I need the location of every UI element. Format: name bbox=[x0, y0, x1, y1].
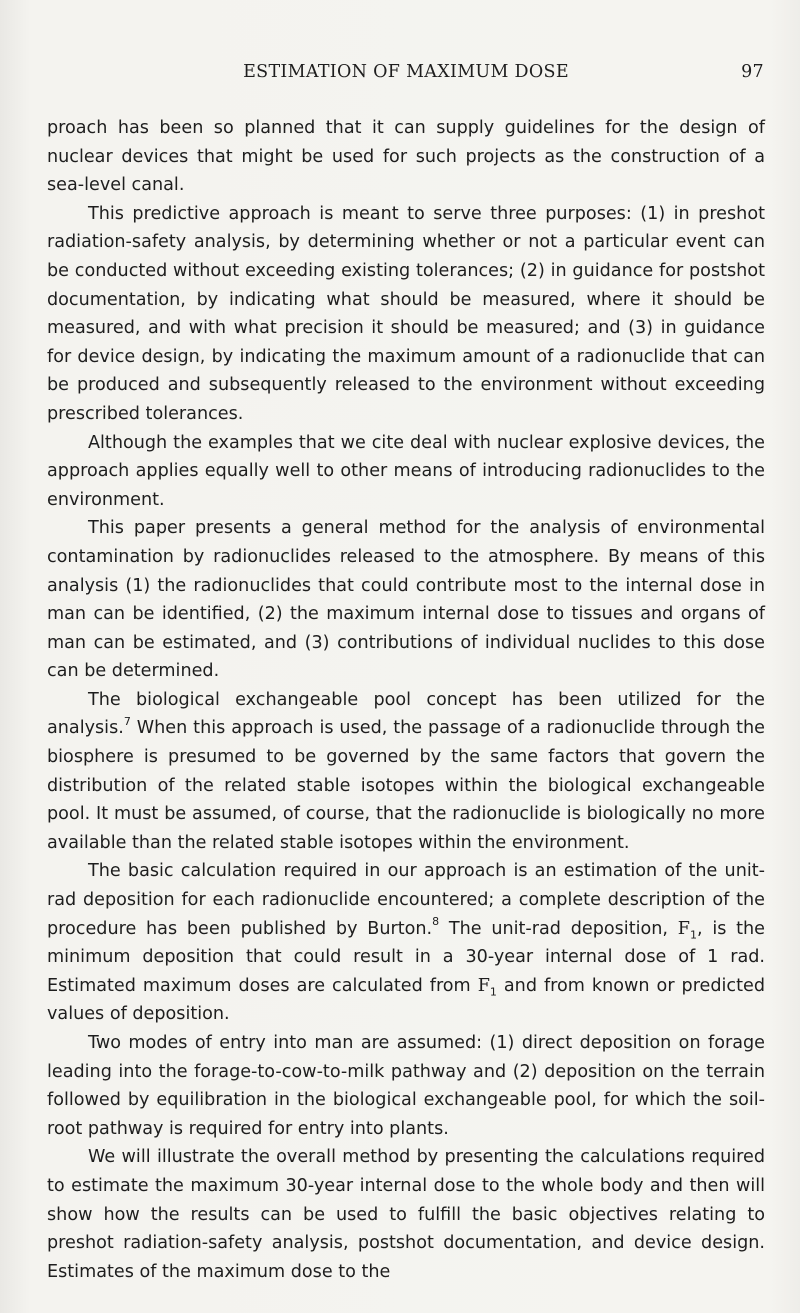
paragraph-6-text-b: The unit-rad deposition, bbox=[439, 918, 678, 939]
paragraph-4: This paper presents a general method for the analysis of environmental contamination by radionuclides released to the atmosphere. By means of this analysis (1) the radionuclides that could contribute most to the internal dose in man can be identified, (2) the maximum internal dose to tissues and organs of man can be estimated, and (3) contributions of individual nuclides to this dose can be determined. bbox=[47, 518, 765, 682]
paragraph-6-text-d: and from known or predicted values of deposition. bbox=[47, 975, 766, 1025]
paragraph-6-text-a: The basic calculation required in our approach is an estimation of the unit-rad deposition for each radionuclide encountered; a complete description of the procedure has been published by Burton. bbox=[47, 861, 765, 939]
reference-7: 7 bbox=[123, 714, 131, 728]
paragraph-2: This predictive approach is meant to serve three purposes: (1) in preshot radiation-safety analysis, by determining whether or not a particular event can be conducted without exceeding existing tolerances; (2) in guidance for postshot documentation, by indicating what should be measured, where it should be measured, and with what precision it should be measured; and (3) in guidance for device design, by indicating the maximum amount of a radionuclide that can be produced and subsequently released to the environment without exceeding prescribed tolerances. bbox=[47, 203, 765, 424]
variable-f-second: F bbox=[477, 975, 490, 996]
paragraph-3: Although the examples that we cite deal with nuclear explosive devices, the approach applies equally well to other means of introducing radionuclides to the environment. bbox=[47, 432, 765, 510]
reference-8: 8 bbox=[432, 914, 440, 928]
variable-f: F bbox=[677, 918, 690, 939]
page-number: 97 bbox=[741, 62, 764, 82]
variable-f-second-subscript: 1 bbox=[489, 985, 497, 999]
paragraph-7: Two modes of entry into man are assumed: (1) direct deposition on forage leading into the forage-to-cow-to-milk pathway and (2) deposition on the terrain followed by equilibration in the biological exchangeable pool, for which the soil-root pathway is required for entry into plants. bbox=[47, 1033, 765, 1139]
paragraph-8: We will illustrate the overall method by presenting the calculations required to estimate the maximum 30-year internal dose to the whole body and then will show how the results can be used to fulfill the basic objectives relating to preshot radiation-safety analysis, postshot documentation, and device design. Estimates of the maximum dose to the bbox=[47, 1147, 765, 1282]
body-text bbox=[47, 114, 765, 1286]
variable-f-subscript: 1 bbox=[689, 928, 697, 942]
paragraph-1: proach has been so planned that it can supply guidelines for the design of nuclear devices that might be used for such projects as the construction of a sea-level canal. bbox=[47, 118, 765, 196]
paragraph-6 bbox=[47, 857, 765, 1029]
chapter-title: ESTIMATION OF MAXIMUM DOSE bbox=[243, 62, 569, 82]
paragraph-5-text-a: The biological exchangeable pool concept has been utilized for the analysis. bbox=[47, 689, 765, 739]
paragraph-5 bbox=[47, 686, 765, 858]
paragraph-5-text-b: When this approach is used, the passage of a radionuclide through the biosphere is presumed to be governed by the same factors that govern the distribution of the related stable isotopes within the biological exchangeable pool. It must be assumed, of course, that the radionuclide is biologically no more available than the related stable isotopes within the environment. bbox=[47, 718, 765, 853]
paragraph-6-text-c: , is the minimum deposition that could result in a 30-year internal dose of 1 rad. Estimated maximum doses are calculated from bbox=[47, 918, 765, 996]
running-header bbox=[48, 62, 764, 90]
